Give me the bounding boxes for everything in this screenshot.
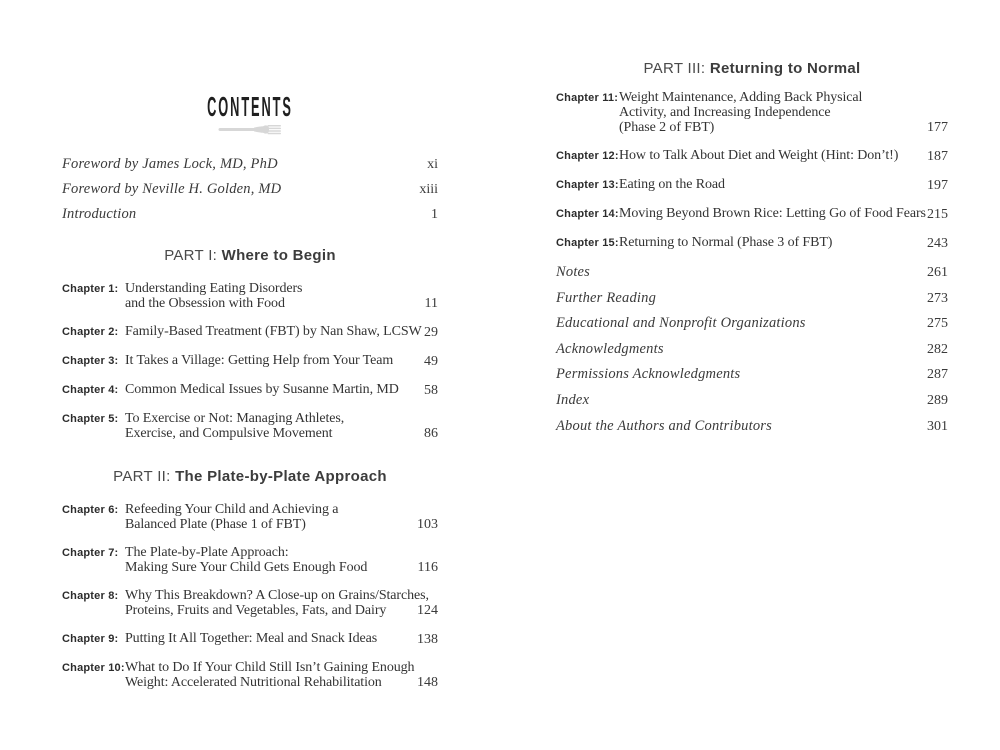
chapter-title: Why This Breakdown? A Close-up on Grains/Starches, Proteins, Fruits and Vegetables, Fats, and Dairy (125, 588, 429, 618)
chapter-title: Putting It All Together: Meal and Snack Ideas (125, 631, 378, 646)
chapter-title: To Exercise or Not: Managing Athletes, Exercise, and Compulsive Movement (125, 411, 345, 441)
part-1-prefix: PART I: (164, 247, 222, 264)
page-number: xi (427, 157, 438, 172)
part-2-chapter-list (62, 502, 438, 690)
chapter-title: Refeeding Your Child and Achieving a Balanced Plate (Phase 1 of FBT) (125, 502, 339, 532)
chapter-label: Chapter 7: (62, 547, 119, 559)
fork-icon (62, 123, 438, 136)
front-matter-list (62, 156, 438, 231)
toc-entry-permissions (556, 366, 948, 392)
part-1-heading (62, 247, 438, 265)
entry-label: Introduction (62, 206, 137, 222)
page-number: 138 (417, 632, 438, 647)
page-title (62, 92, 438, 124)
toc-entry-chapter-1 (62, 281, 438, 311)
page-number: 49 (424, 354, 438, 369)
page-number: 273 (927, 290, 948, 306)
toc-entry-chapter-9 (62, 631, 438, 647)
page-number: 11 (424, 296, 438, 311)
entry-label: Foreword by James Lock, MD, PhD (62, 156, 278, 172)
part-3-name: Returning to Normal (709, 60, 861, 77)
toc-entry-chapter-5 (62, 411, 438, 441)
chapter-label: Chapter 10: (62, 662, 125, 674)
page-number: xiii (419, 182, 438, 197)
entry-label: About the Authors and Contributors (556, 417, 772, 434)
chapter-label: Chapter 8: (62, 590, 119, 602)
chapter-title: Returning to Normal (Phase 3 of FBT) (619, 235, 833, 250)
chapter-label: Chapter 2: (62, 326, 119, 338)
entry-label: Educational and Nonprofit Organizations (556, 315, 806, 332)
toc-entry-chapter-8 (62, 588, 438, 618)
left-page (62, 0, 438, 703)
chapter-label: Chapter 9: (62, 633, 119, 645)
chapter-title: It Takes a Village: Getting Help from Your Team (125, 353, 394, 368)
toc-entry-chapter-15 (556, 235, 948, 251)
toc-entry-chapter-12 (556, 148, 948, 164)
page-number: 103 (417, 517, 438, 532)
chapter-title: Moving Beyond Brown Rice: Letting Go of Food Fears (619, 206, 926, 221)
chapter-title: Eating on the Road (619, 177, 725, 192)
toc-entry-foreword-lock (62, 156, 438, 181)
chapter-label: Chapter 12: (556, 150, 619, 162)
chapter-label: Chapter 14: (556, 208, 619, 220)
page-number: 261 (927, 265, 948, 280)
part-3-heading (556, 60, 948, 78)
page-number: 289 (927, 392, 948, 408)
toc-entry-acknowledgments (556, 341, 948, 367)
chapter-label: Chapter 1: (62, 283, 119, 295)
toc-entry-notes (556, 264, 948, 290)
page-number: 29 (424, 325, 438, 340)
chapter-title: Weight Maintenance, Adding Back Physical Activity, and Increasing Independence (Phase 2 of FBT) (619, 90, 863, 135)
toc-entry-chapter-4 (62, 382, 438, 398)
chapter-title: The Plate-by-Plate Approach: Making Sure Your Child Gets Enough Food (125, 545, 368, 575)
right-page (556, 0, 948, 443)
chapter-label: Chapter 11: (556, 92, 619, 104)
toc-entry-further-reading (556, 290, 948, 316)
toc-entry-foreword-golden (62, 181, 438, 206)
chapter-title: How to Talk About Diet and Weight (Hint: Don’t!) (619, 148, 899, 163)
chapter-label: Chapter 3: (62, 355, 119, 367)
page-number: 177 (927, 120, 948, 135)
page-number: 124 (417, 603, 438, 618)
toc-entry-chapter-2 (62, 324, 438, 340)
chapter-label: Chapter 13: (556, 179, 619, 191)
chapter-title: Common Medical Issues by Susanne Martin, MD (125, 382, 399, 397)
chapter-label: Chapter 15: (556, 237, 619, 249)
part-1-chapter-list (62, 281, 438, 441)
chapter-title: Understanding Eating Disorders and the Obsession with Food (125, 281, 303, 311)
chapter-label: Chapter 5: (62, 413, 119, 425)
toc-entry-chapter-10 (62, 660, 438, 690)
page-number: 86 (424, 426, 438, 441)
chapter-title: Family-Based Treatment (FBT) by Nan Shaw, LCSW (125, 324, 422, 339)
page-number: 215 (927, 207, 948, 222)
part-2-name: The Plate-by-Plate Approach (175, 468, 387, 485)
toc-entry-chapter-7 (62, 545, 438, 575)
toc-entry-chapter-13 (556, 177, 948, 193)
chapter-label: Chapter 4: (62, 384, 119, 396)
toc-entry-introduction (62, 206, 438, 231)
page-number: 243 (927, 236, 948, 251)
toc-entry-chapter-3 (62, 353, 438, 369)
page-number: 275 (927, 316, 948, 332)
toc-entry-chapter-6 (62, 502, 438, 532)
part-2-heading (62, 468, 438, 486)
page-title-text: CONTENTS (207, 92, 293, 124)
entry-label: Foreword by Neville H. Golden, MD (62, 181, 282, 197)
entry-label: Notes (556, 264, 591, 280)
entry-label: Further Reading (556, 289, 657, 306)
page-number: 58 (424, 383, 438, 398)
page-number: 197 (927, 178, 948, 193)
page-number: 282 (927, 341, 948, 357)
toc-entry-index (556, 392, 948, 418)
part-2-prefix: PART II: (113, 468, 176, 485)
page-number: 301 (927, 418, 948, 434)
page-number: 148 (417, 675, 438, 690)
toc-entry-organizations (556, 315, 948, 341)
chapter-label: Chapter 6: (62, 504, 119, 516)
page-number: 116 (417, 560, 438, 575)
toc-entry-chapter-14 (556, 206, 948, 222)
entry-label: Index (556, 391, 590, 408)
part-3-chapter-list (556, 90, 948, 251)
part-3-prefix: PART III: (643, 60, 710, 77)
toc-entry-about-authors (556, 418, 948, 444)
chapter-title: What to Do If Your Child Still Isn’t Gaining Enough Weight: Accelerated Nutritional Rehabilitation (125, 660, 415, 690)
page-number: 187 (927, 149, 948, 164)
entry-label: Acknowledgments (556, 340, 664, 357)
back-matter-list (556, 264, 948, 443)
page-number: 287 (927, 367, 948, 383)
entry-label: Permissions Acknowledgments (556, 366, 741, 383)
part-1-name: Where to Begin (221, 247, 336, 264)
toc-entry-chapter-11 (556, 90, 948, 135)
page-number: 1 (431, 207, 438, 222)
